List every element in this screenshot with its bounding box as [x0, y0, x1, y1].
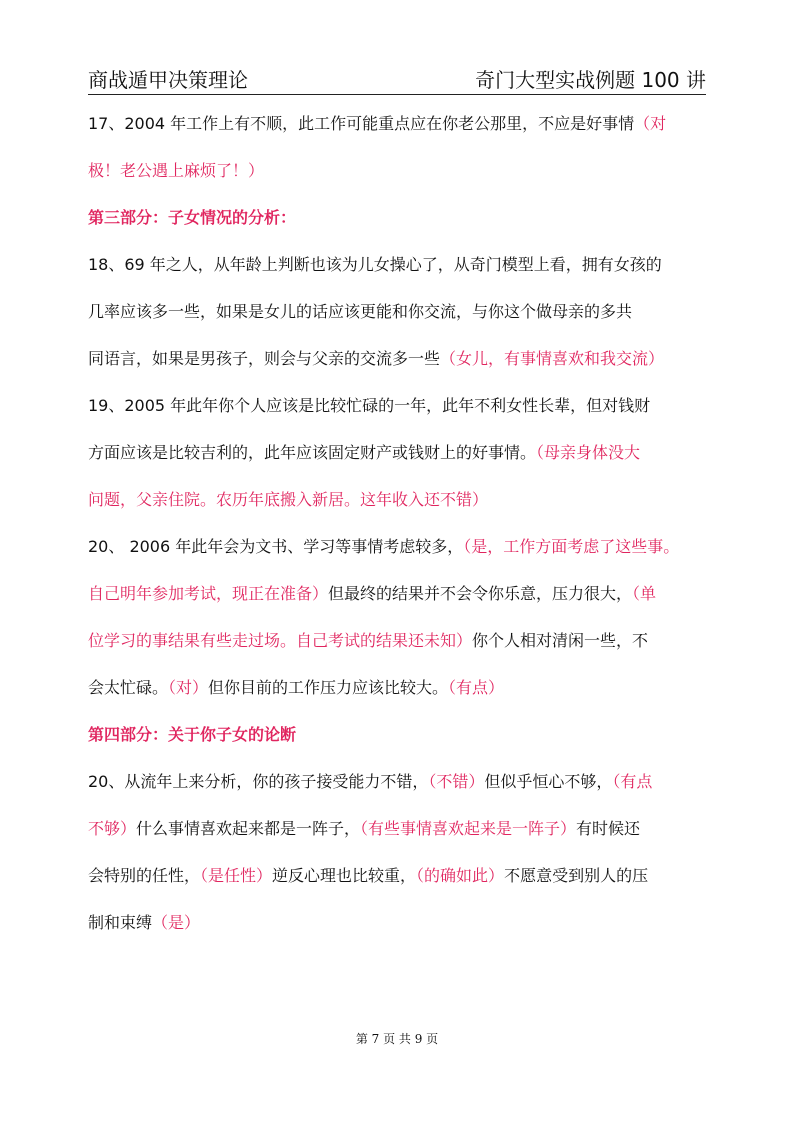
- body-text: 几率应该多一些，如果是女儿的话应该更能和你交流，与你这个做母亲的多共: [88, 302, 633, 321]
- text-line: [88, 335, 708, 382]
- text-line: [88, 288, 708, 335]
- body-text: 19、2005 年此年你个人应该是比较忙碌的一年，此年不利女性长辈，但对钱财: [88, 396, 651, 415]
- annotation-text: （母亲身体没大: [536, 443, 641, 462]
- header-title-right: 奇门大型实战例题 100 讲: [475, 68, 706, 92]
- body-text: 逆反心理也比较重，: [272, 866, 417, 885]
- section-heading: [88, 711, 708, 758]
- annotation-text: （对）: [168, 678, 209, 697]
- body-text: 但最终的结果并不会令你乐意，压力很大，: [328, 584, 633, 603]
- annotation-text: 自己明年参加考试，现正在准备）: [88, 584, 329, 603]
- document-body: [88, 100, 708, 946]
- text-line: [88, 570, 708, 617]
- annotation-text: （有点）: [448, 678, 505, 697]
- body-text: 有时候还: [576, 819, 641, 838]
- text-line: [88, 382, 708, 429]
- annotation-text: （有些事情喜欢起来是一阵子）: [360, 819, 577, 838]
- annotation-text: （是，工作方面考虑了这些事。: [463, 537, 680, 556]
- annotation-text: 第三部分：子女情况的分析：: [88, 208, 297, 227]
- page-header: [88, 62, 706, 95]
- annotation-text: 问题，父亲住院。农历年底搬入新居。这年收入还不错）: [88, 490, 489, 509]
- annotation-text: （对: [634, 114, 667, 133]
- text-line: [88, 147, 708, 194]
- annotation-text: （女儿，有事情喜欢和我交流）: [440, 349, 665, 368]
- annotation-text: （不错）: [428, 772, 485, 791]
- annotation-text: （有点: [612, 772, 653, 791]
- body-text: 你个人相对清闲一些，不: [472, 631, 649, 650]
- text-line: [88, 617, 708, 664]
- annotation-text: 位学习的事结果有些走过场。自己考试的结果还未知）: [88, 631, 473, 650]
- body-text: 20、从流年上来分析，你的孩子接受能力不错，: [88, 772, 429, 791]
- annotation-text: （的确如此）: [416, 866, 505, 885]
- annotation-text: （是任性）: [200, 866, 273, 885]
- body-text: 不愿意受到别人的压: [504, 866, 649, 885]
- page-number: 第 7 页 共 9 页: [355, 1032, 439, 1046]
- header-title-left: 商战遁甲决策理论: [88, 68, 248, 92]
- body-text: 但你目前的工作压力应该比较大。: [208, 678, 449, 697]
- text-line: [88, 476, 708, 523]
- body-text: 会太忙碌。: [88, 678, 169, 697]
- section-heading: [88, 194, 708, 241]
- body-text: 20、 2006 年此年会为文书、学习等事情考虑较多，: [88, 537, 464, 556]
- body-text: 18、69 年之人，从年龄上判断也该为儿女操心了，从奇门模型上看，拥有女孩的: [88, 255, 662, 274]
- body-text: 会特别的任性，: [88, 866, 201, 885]
- annotation-text: （单: [632, 584, 657, 603]
- body-text: 17、2004 年工作上有不顺，此工作可能重点应在你老公那里，不应是好事情: [88, 114, 635, 133]
- text-line: [88, 805, 708, 852]
- body-text: 方面应该是比较吉利的，此年应该固定财产或钱财上的好事情。: [88, 443, 537, 462]
- annotation-text: 极！老公遇上麻烦了！）: [88, 161, 265, 180]
- annotation-text: 第四部分：关于你子女的论断: [88, 725, 297, 744]
- body-text: 同语言，如果是男孩子，则会与父亲的交流多一些: [88, 349, 441, 368]
- text-line: [88, 523, 708, 570]
- text-line: [88, 899, 708, 946]
- text-line: [88, 429, 708, 476]
- body-text: 制和束缚: [88, 913, 153, 932]
- text-line: [88, 241, 708, 288]
- text-line: [88, 664, 708, 711]
- text-line: [88, 852, 708, 899]
- annotation-text: 不够）: [88, 819, 137, 838]
- body-text: 什么事情喜欢起来都是一阵子，: [136, 819, 361, 838]
- annotation-text: （是）: [152, 913, 201, 932]
- text-line: [88, 758, 708, 805]
- text-line: [88, 100, 708, 147]
- body-text: 但似乎恒心不够，: [484, 772, 613, 791]
